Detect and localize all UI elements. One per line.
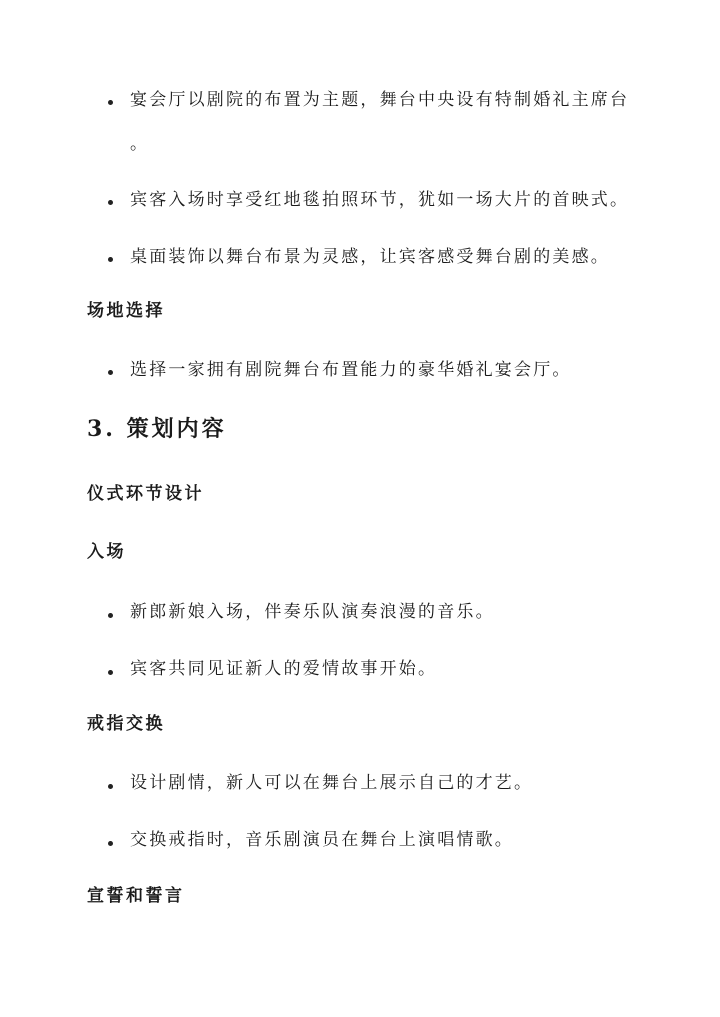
- bullet-text: 宾客共同见证新人的爱情故事开始。: [130, 659, 438, 679]
- section-heading-venue: 场地选择: [87, 301, 165, 321]
- subsection-heading-rings: 戒指交换: [87, 714, 165, 734]
- bullet-text-continuation: 。: [130, 134, 150, 154]
- bullet-dot: [108, 784, 113, 789]
- bullet-text: 设计剧情，新人可以在舞台上展示自己的才艺。: [130, 773, 534, 793]
- bullet-dot: [108, 841, 113, 846]
- subsection-heading-ceremony: 仪式环节设计: [87, 484, 204, 504]
- bullet-text: 交换戒指时，音乐剧演员在舞台上演唱情歌。: [130, 830, 514, 850]
- bullet-dot: [108, 200, 113, 205]
- bullet-dot: [108, 370, 113, 375]
- bullet-text: 新郎新娘入场，伴奏乐队演奏浪漫的音乐。: [130, 602, 495, 622]
- section-title-3: 3. 策划内容: [87, 416, 227, 442]
- bullet-dot: [108, 670, 113, 675]
- bullet-text: 宾客入场时享受红地毯拍照环节，犹如一场大片的首映式。: [130, 190, 630, 210]
- bullet-dot: [108, 257, 113, 262]
- bullet-text: 宴会厅以剧院的布置为主题，舞台中央设有特制婚礼主席台: [130, 90, 630, 110]
- bullet-dot: [108, 613, 113, 618]
- bullet-dot: [108, 100, 113, 105]
- bullet-text: 桌面装饰以舞台布景为灵感，让宾客感受舞台剧的美感。: [130, 247, 610, 267]
- subsection-heading-entrance: 入场: [87, 542, 126, 562]
- subsection-heading-vows: 宣誓和誓言: [87, 886, 185, 906]
- bullet-text: 选择一家拥有剧院舞台布置能力的豪华婚礼宴会厅。: [130, 360, 572, 380]
